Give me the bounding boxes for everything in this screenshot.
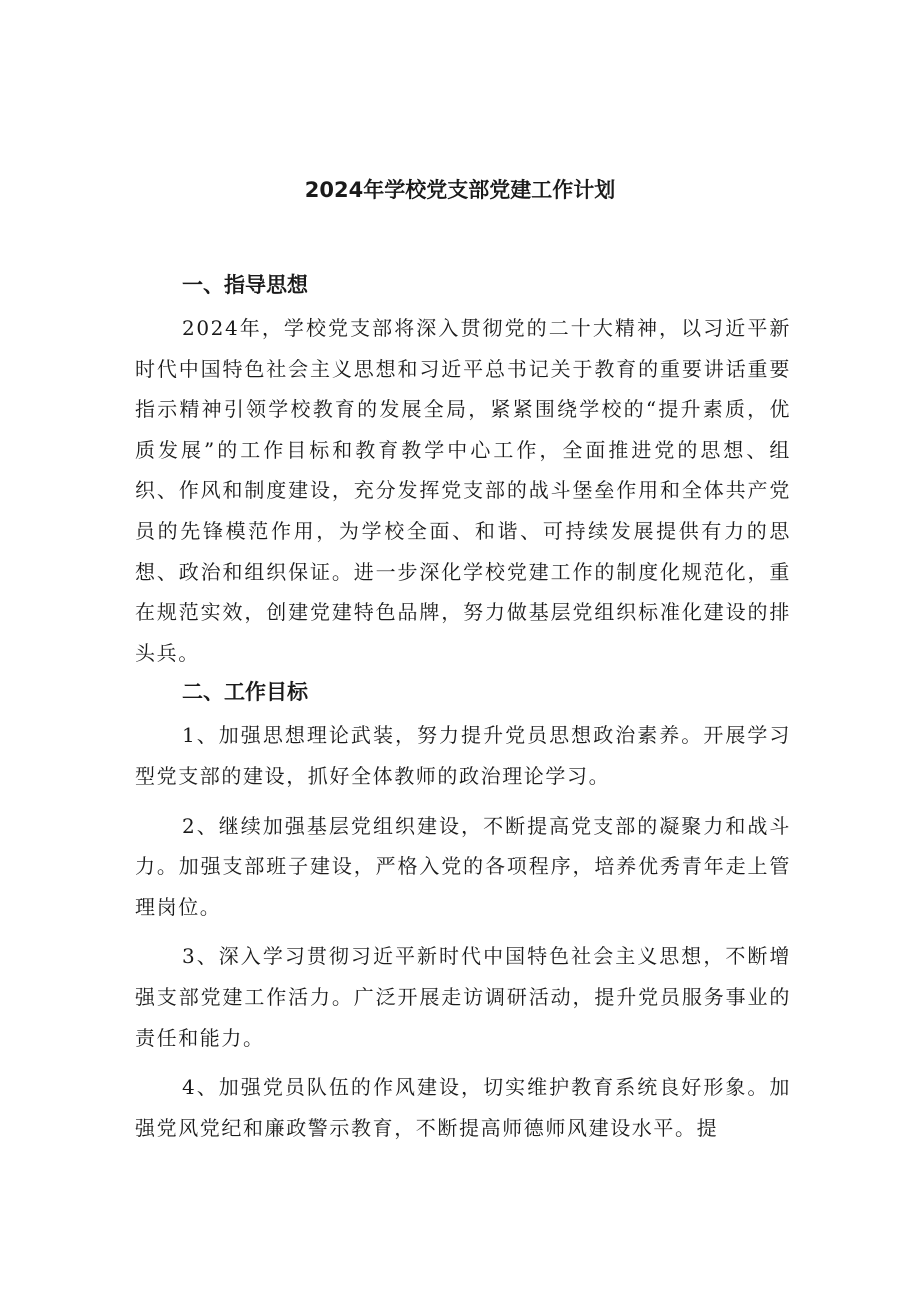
paragraph-gap [135,1058,791,1067]
paragraph-guiding-ideology: 2024年，学校党支部将深入贯彻党的二十大精神，以习近平新时代中国特色社会主义思想和习近平总书记关于教育的重要讲话重要指示精神引领学校教育的发展全局，紧紧围绕学校的“提升素质，优质发展”的工作目标和教育教学中心工作，全面推进党的思想、组织、作风和制度建设，充分发挥党支部的战斗堡垒作用和全体共产党员的先锋模范作用，为学校全面、和谐、可持续发展提供有力的思想、政治和组织保证。进一步深化学校党建工作的制度化规范化，重在规范实效，创建党建特色品牌，努力做基层党组织标准化建设的排头兵。 [135,316,791,665]
section-heading-guiding-ideology: 一、指导思想 [182,273,308,297]
paragraph-gap [135,927,791,936]
paragraph-goal-1: 1、加强思想理论武装，努力提升党员思想政治素养。开展学习型党支部的建设，抓好全体教师的政治理论学习。 [135,723,791,788]
paragraph-goal-3: 3、深入学习贯彻习近平新时代中国特色社会主义思想，不断增强支部党建工作活力。广泛开展走访调研活动，提升党员服务事业的责任和能力。 [135,944,791,1050]
section-heading-work-goals: 二、工作目标 [182,680,308,705]
paragraph-goal-2: 2、继续加强基层党组织建设，不断提高党支部的凝聚力和战斗力。加强支部班子建设，严格入党的各项程序，培养优秀青年走上管理岗位。 [135,813,791,919]
document-title: 2024年学校党支部党建工作计划 [304,178,616,202]
document-body [135,266,791,1148]
paragraph-goal-4: 4、加强党员队伍的作风建设，切实维护教育系统良好形象。加强党风党纪和廉政警示教育，不断提高师德师风建设水平。提 [135,1075,791,1140]
paragraph-gap [135,797,791,806]
